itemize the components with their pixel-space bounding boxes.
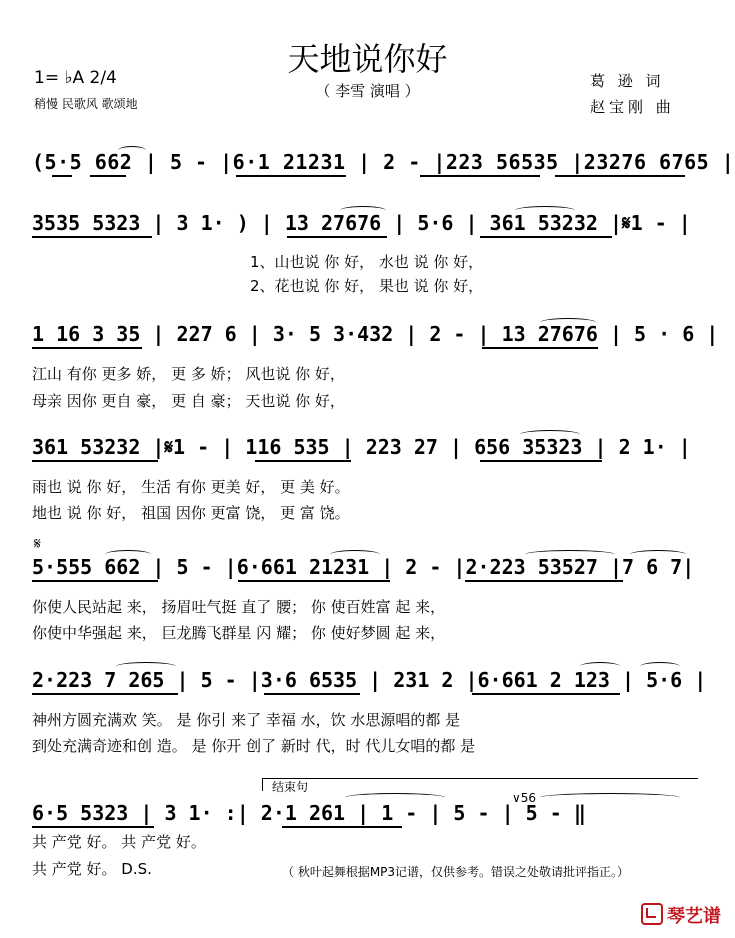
lyric-row-3-verse-2: 母亲 因你 更自 豪， 更 自 豪； 天也说 你 好， [32,392,345,410]
beam [555,175,685,177]
beam [480,460,602,462]
beam [282,826,402,828]
beam [287,236,387,238]
score-row-5: 5·555 662 | 5 - |6·661 21231 | 2 - |2·223 53527 |7 6 7| [32,555,695,579]
composer-credit: 赵宝刚 曲 [590,98,675,116]
beam [420,175,540,177]
score-row-3: 1 16 3 35 | 227 6 | 3· 5 3·432 | 2 - | 13 27676 | 5 · 6 | [32,322,719,346]
slur [520,430,580,439]
song-title: 天地说你好 [287,40,448,78]
score-row-7: 6·5 5323 | 3 1· :| 2·1 261 | 1 - | 5 - | 5 - ‖ [32,801,586,825]
transcriber-note: （ 秋叶起舞根据MP3记谱，仅供参考。错误之处敬请批评指正。） [282,865,630,879]
ending-bracket [262,778,698,791]
beam [90,175,126,177]
score-row-1: (5·5 662 | 5 - |6·1 21231 | 2 - |223 56535 |23276 6765 | [32,150,735,174]
lyric-row-4-verse-2: 地也 说 你 好， 祖国 因你 更富 饶， 更 富 饶。 [32,504,350,522]
slur [630,550,686,559]
beam [238,580,390,582]
beam [236,175,346,177]
ending-label: 结束句 [272,780,309,794]
lyric-row-3-verse-1: 江山 有你 更多 娇， 更 多 娇； 风也说 你 好， [32,365,345,383]
score-row-6: 2·223 7 265 | 5 - |3·6 6535 | 231 2 |6·661 2 123 | 5·6 | [32,668,707,692]
breath-mark: ∨56 [512,791,537,805]
lyric-row-2-verse-1: 1、山也说 你 好， 水也 说 你 好， [250,253,484,271]
beam [32,826,154,828]
tempo-marking: 稍慢 民歌风 歌颂地 [34,97,138,111]
beam [255,460,351,462]
lyric-row-7-verse-2: 共 产党 好。 D.S. [32,860,152,878]
logo-text: 琴艺谱 [667,906,721,927]
lyric-row-5-verse-2: 你使中华强起 来， 巨龙腾飞群星 闪 耀； 你 使好梦圆 起 来， [32,624,446,642]
slur [540,793,680,802]
singer-credit: （ 李雪 演唱 ） [315,82,420,100]
slur [525,550,615,559]
beam [32,693,178,695]
beam [465,580,623,582]
slur [340,206,386,215]
beam [32,580,158,582]
lyric-row-6-verse-2: 到处充满奇迹和创 造。 是 你开 创了 新时 代，时 代儿女唱的都 是 [32,737,476,755]
slur [640,662,680,671]
beam [32,347,142,349]
lyric-row-7-verse-1: 共 产党 好。 共 产党 好。 [32,833,206,851]
lyricist-credit: 葛 逊 词 [590,72,665,90]
beam [472,693,620,695]
segno-icon: 𝄋 [34,534,41,553]
score-row-2: 3535 5323 | 3 1· ) | 13 27676 | 5·6 | 361 53232 |𝄋1 - | [32,211,691,235]
slur [515,206,575,215]
score-row-4: 361 53232 |𝄋1 - | 116 535 | 223 27 | 656 35323 | 2 1· | [32,435,691,459]
slur [330,550,380,559]
beam [264,693,360,695]
site-logo [641,902,721,928]
beam [482,347,598,349]
lyric-row-2-verse-2: 2、花也说 你 好， 果也 说 你 好， [250,277,484,295]
beam [32,460,158,462]
beam [52,175,72,177]
slur [540,318,596,327]
slur [345,793,445,802]
lyric-row-6-verse-1: 神州方圆充满欢 笑。 是 你引 来了 幸福 水，饮 水思源唱的都 是 [32,711,461,729]
slur [116,662,176,671]
slur [580,662,620,671]
slur [105,550,151,559]
beam [480,236,612,238]
logo-icon [641,903,663,925]
lyric-row-4-verse-1: 雨也 说 你 好， 生活 有你 更美 好， 更 美 好。 [32,478,350,496]
slur [118,146,146,155]
lyric-row-5-verse-1: 你使人民站起 来， 扬眉吐气挺 直了 腰； 你 使百姓富 起 来， [32,598,446,616]
beam [32,236,152,238]
key-signature: 1= ♭A 2/4 [34,68,117,88]
